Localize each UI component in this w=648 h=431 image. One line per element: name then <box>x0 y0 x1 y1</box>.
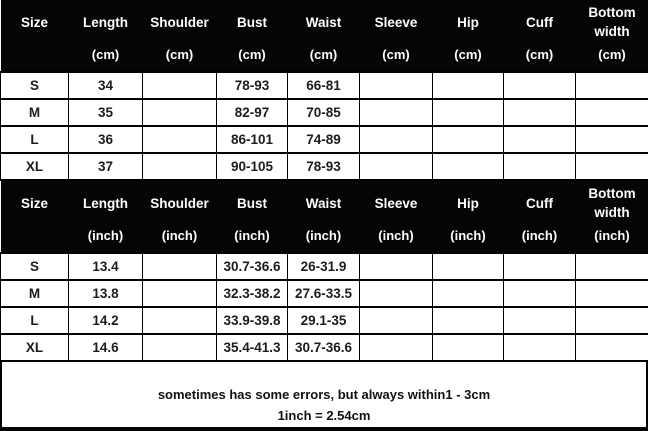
table-cell: M <box>1 99 69 126</box>
table-cell <box>576 126 648 153</box>
table-cell: 66-81 <box>288 72 360 99</box>
table-cell: 14.2 <box>69 307 143 334</box>
table-cell <box>576 280 648 307</box>
unit-label: (cm) <box>433 44 504 72</box>
table-cell: 27.6-33.5 <box>288 280 360 307</box>
table-cell <box>433 307 504 334</box>
conversion-note: 1inch = 2.54cm <box>277 408 371 423</box>
unit-label: (cm) <box>504 44 576 72</box>
column-header-sleeve: Sleeve <box>360 181 433 225</box>
table-cell: XL <box>1 153 69 180</box>
table-cell <box>504 307 576 334</box>
table-cell: L <box>1 126 69 153</box>
table-cell <box>360 253 433 280</box>
column-header-waist: Waist <box>288 181 360 225</box>
unit-label: (inch) <box>288 225 360 253</box>
table-cell <box>143 280 217 307</box>
table-cell <box>360 72 433 99</box>
table-cell: 13.8 <box>69 280 143 307</box>
table-cell <box>576 307 648 334</box>
table-cell: S <box>1 72 69 99</box>
size-table-inch <box>0 181 648 362</box>
column-header-bust: Bust <box>217 0 288 44</box>
unit-label: (inch) <box>504 225 576 253</box>
table-cell <box>433 99 504 126</box>
table-cell: 13.4 <box>69 253 143 280</box>
column-header-cuff: Cuff <box>504 0 576 44</box>
table-cell <box>433 253 504 280</box>
table-cell <box>576 334 648 361</box>
table-cell: 29.1-35 <box>288 307 360 334</box>
column-header-bottom-width: Bottom width <box>576 0 648 44</box>
table-row-cm-l <box>1 126 648 153</box>
unit-label: (cm) <box>69 44 143 72</box>
unit-label: (inch) <box>143 225 217 253</box>
column-header-size: Size <box>1 0 69 44</box>
column-header-size: Size <box>1 181 69 225</box>
table-row-inch-s <box>1 253 648 280</box>
table-cell: 78-93 <box>288 153 360 180</box>
unit-label: (cm) <box>217 44 288 72</box>
unit-label: (inch) <box>360 225 433 253</box>
table-cell <box>143 253 217 280</box>
table-cell: 70-85 <box>288 99 360 126</box>
table-cell <box>433 72 504 99</box>
table-cell <box>143 72 217 99</box>
table-cell <box>504 99 576 126</box>
table-cell: 32.3-38.2 <box>217 280 288 307</box>
unit-label: (cm) <box>143 44 217 72</box>
column-header-length: Length <box>69 0 143 44</box>
column-header-length: Length <box>69 181 143 225</box>
table-cell <box>576 253 648 280</box>
table-cell: 74-89 <box>288 126 360 153</box>
table-header-cm <box>1 0 648 72</box>
table-cell <box>143 153 217 180</box>
table-cell <box>504 280 576 307</box>
table-cell: 34 <box>69 72 143 99</box>
column-header-hip: Hip <box>433 0 504 44</box>
table-cell: 78-93 <box>217 72 288 99</box>
table-cell: 26-31.9 <box>288 253 360 280</box>
table-cell <box>143 334 217 361</box>
column-header-cuff: Cuff <box>504 181 576 225</box>
table-cell: 35 <box>69 99 143 126</box>
table-header-inch <box>1 181 648 253</box>
table-cell: 36 <box>69 126 143 153</box>
tolerance-note: sometimes has some errors, but always within1 - 3cm <box>157 387 491 402</box>
table-cell: 90-105 <box>217 153 288 180</box>
table-cell <box>360 126 433 153</box>
table-cell: 14.6 <box>69 334 143 361</box>
column-header-waist: Waist <box>288 0 360 44</box>
table-cell: S <box>1 253 69 280</box>
table-cell <box>433 334 504 361</box>
size-table-cm <box>0 0 648 181</box>
table-row-cm-xl <box>1 153 648 180</box>
table-cell <box>360 307 433 334</box>
unit-label: (inch) <box>217 225 288 253</box>
unit-label: (inch) <box>433 225 504 253</box>
table-cell <box>360 334 433 361</box>
header-unit-row <box>1 225 648 253</box>
unit-label: (cm) <box>576 44 648 72</box>
table-cell: M <box>1 280 69 307</box>
unit-label: (cm) <box>288 44 360 72</box>
table-cell <box>576 99 648 126</box>
unit-label: (cm) <box>360 44 433 72</box>
table-cell: 30.7-36.6 <box>217 253 288 280</box>
table-cell <box>360 99 433 126</box>
table-cell <box>504 334 576 361</box>
table-cell <box>433 126 504 153</box>
column-header-shoulder: Shoulder <box>143 181 217 225</box>
column-header-shoulder: Shoulder <box>143 0 217 44</box>
table-cell: XL <box>1 334 69 361</box>
table-row-inch-m <box>1 280 648 307</box>
table-cell <box>360 280 433 307</box>
column-header-sleeve: Sleeve <box>360 0 433 44</box>
table-cell <box>143 307 217 334</box>
unit-label: (inch) <box>69 225 143 253</box>
table-cell <box>576 72 648 99</box>
table-cell <box>504 253 576 280</box>
header-name-row <box>1 181 648 225</box>
table-cell <box>433 280 504 307</box>
table-cell <box>504 126 576 153</box>
table-cell: 35.4-41.3 <box>217 334 288 361</box>
column-header-bottom-width: Bottom width <box>576 181 648 225</box>
table-cell <box>433 153 504 180</box>
table-cell <box>143 99 217 126</box>
table-row-inch-l <box>1 307 648 334</box>
table-cell <box>576 153 648 180</box>
table-cell: 30.7-36.6 <box>288 334 360 361</box>
header-unit-row <box>1 44 648 72</box>
table-cell: 86-101 <box>217 126 288 153</box>
column-header-bust: Bust <box>217 181 288 225</box>
column-header-hip: Hip <box>433 181 504 225</box>
unit-label-empty <box>1 225 69 253</box>
footer-note <box>0 362 648 431</box>
table-cell <box>360 153 433 180</box>
table-cell: 37 <box>69 153 143 180</box>
table-row-inch-xl <box>1 334 648 361</box>
table-cell: L <box>1 307 69 334</box>
unit-label-empty <box>1 44 69 72</box>
table-row-cm-s <box>1 72 648 99</box>
table-cell <box>504 153 576 180</box>
unit-label: (inch) <box>576 225 648 253</box>
table-cell <box>504 72 576 99</box>
header-name-row <box>1 0 648 44</box>
table-cell <box>143 126 217 153</box>
table-row-cm-m <box>1 99 648 126</box>
table-cell: 33.9-39.8 <box>217 307 288 334</box>
table-cell: 82-97 <box>217 99 288 126</box>
